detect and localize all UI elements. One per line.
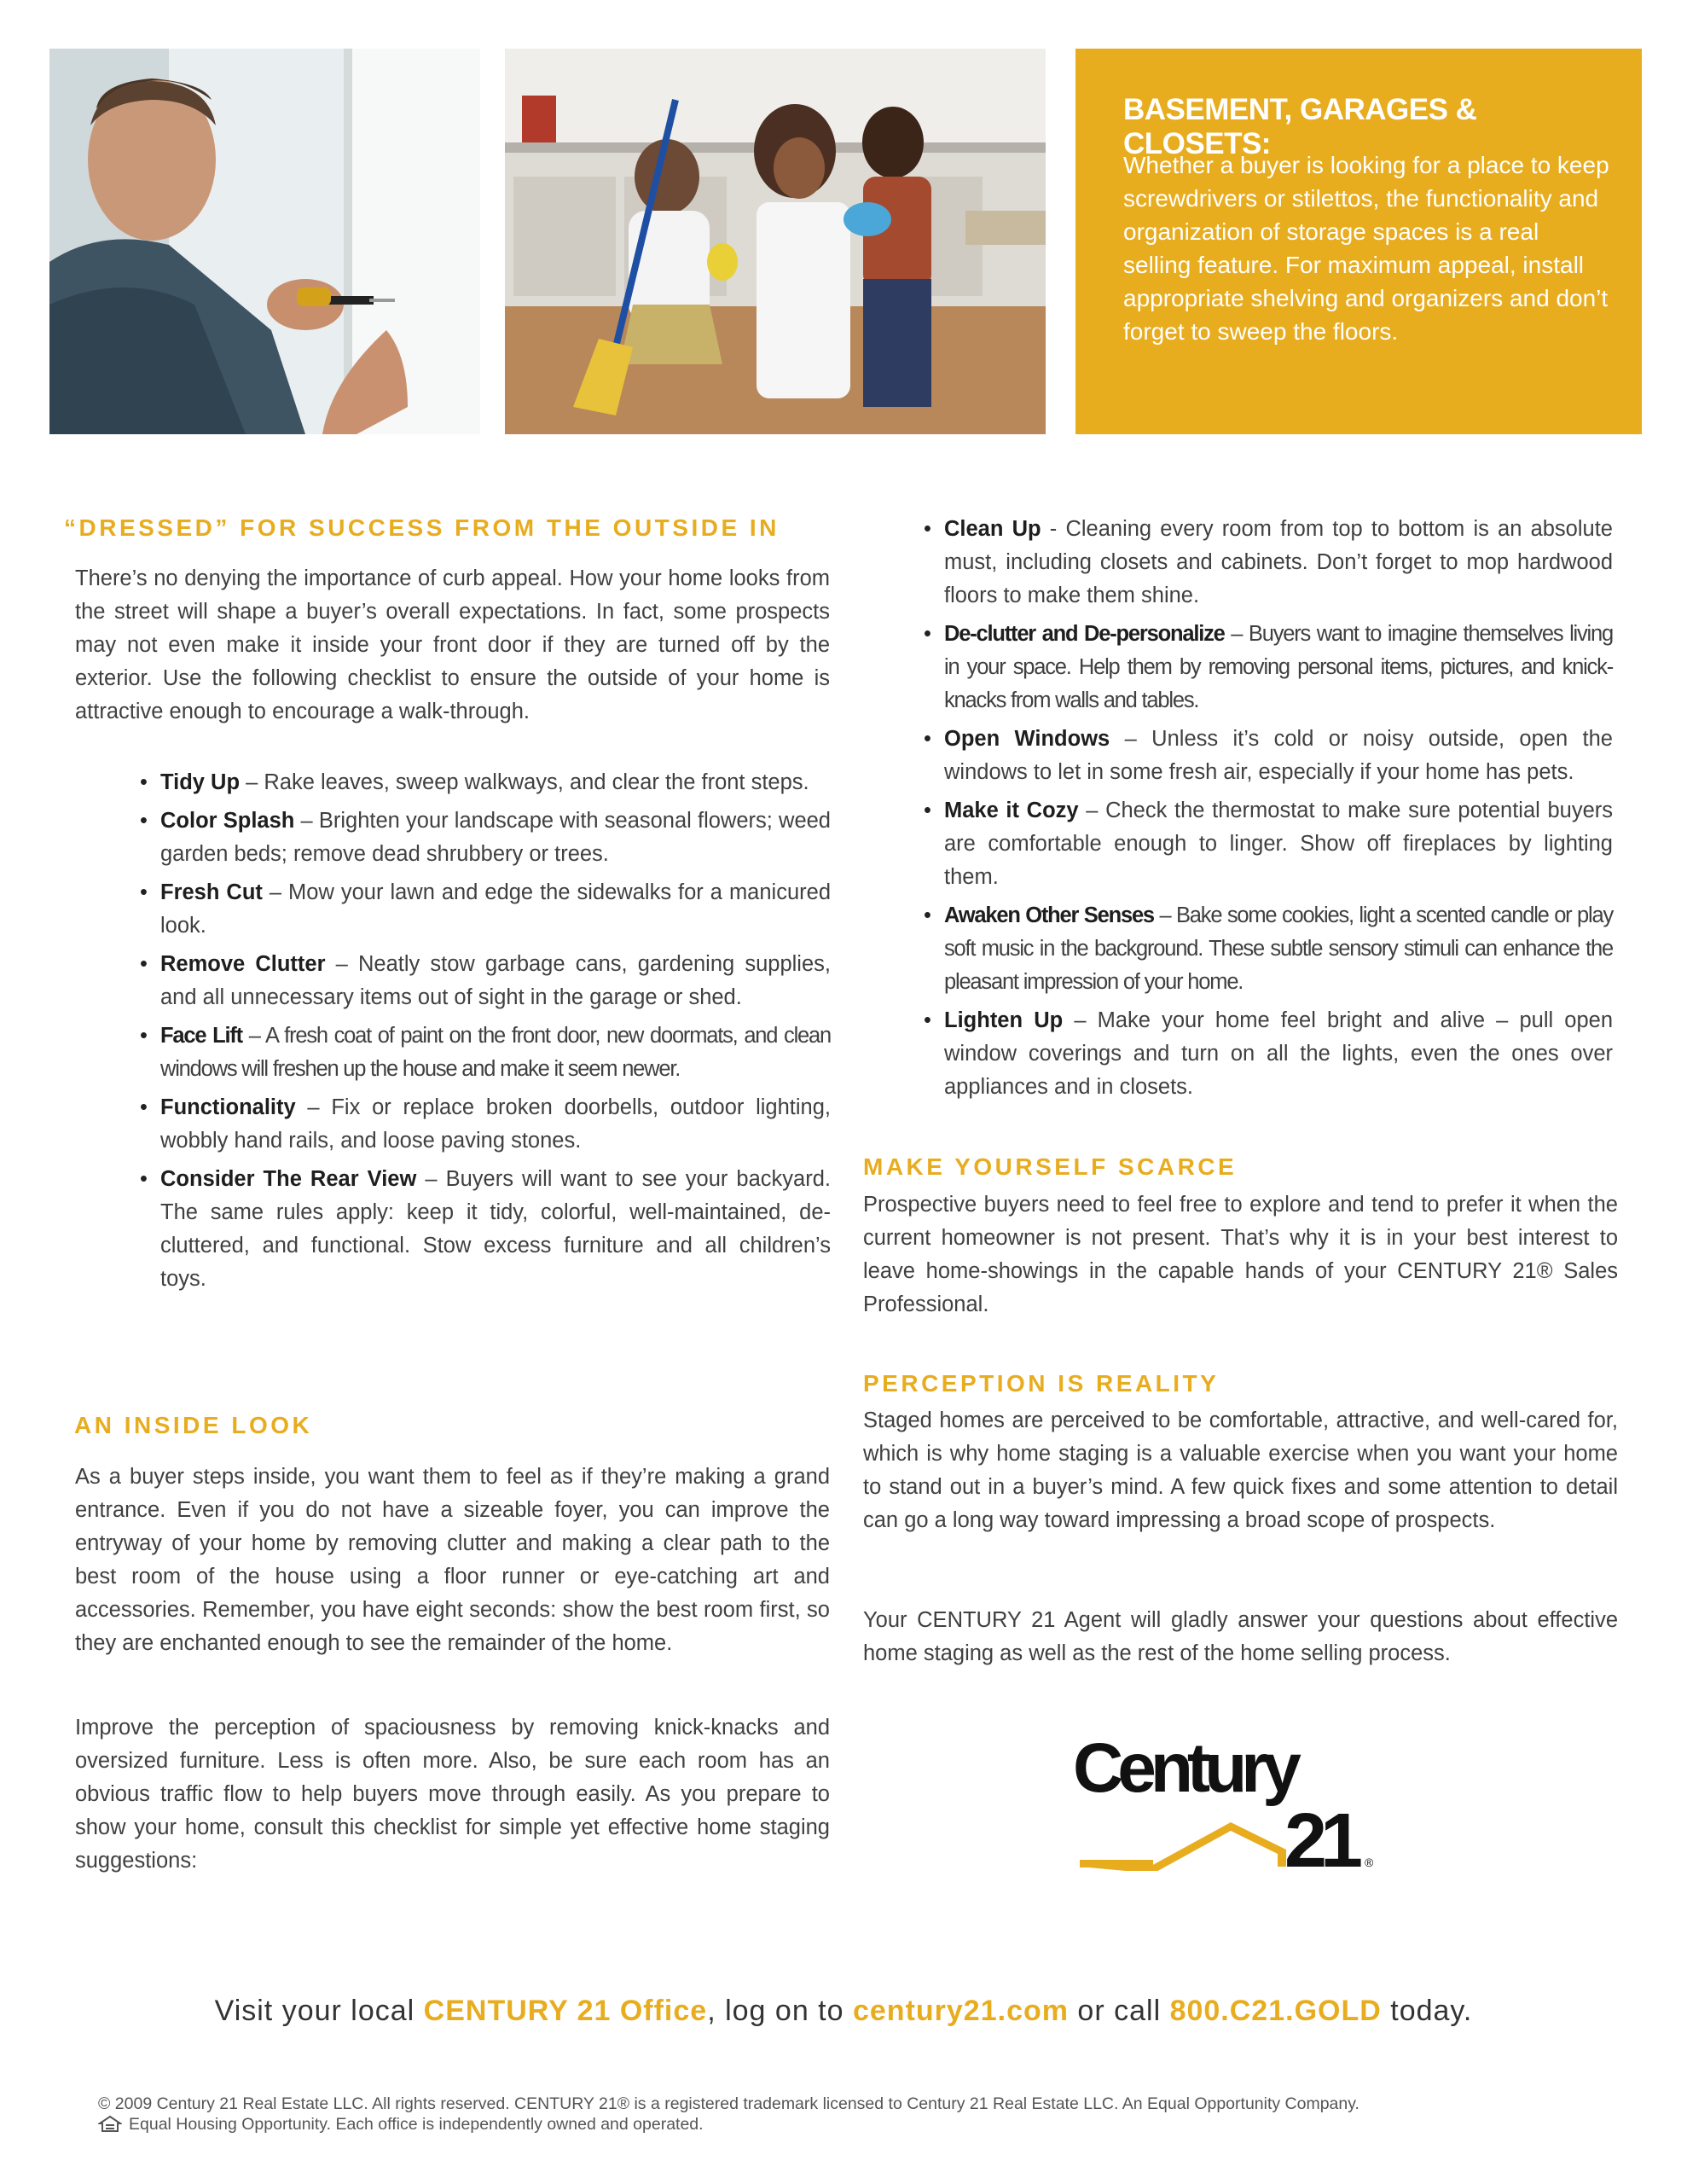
call-to-action: Visit your local CENTURY 21 Office, log on to century21.com or call 800.C21.GOLD today. <box>214 1995 1473 2027</box>
footer-copyright: © 2009 Century 21 Real Estate LLC. All rights reserved. CENTURY 21® is a registered trademark licensed to Century 21 Real Estate LLC. An Equal Opportunity Company. <box>98 2094 1359 2113</box>
storage-tip-text: Whether a buyer is looking for a place to keep screwdrivers or stilettos, the functionality and organization of storage spaces is a real selling feature. For maximum appeal, install appropriate shelving and organizers and don’t forget to sweep the floors. <box>1123 152 1609 345</box>
list-item: • Fresh Cut – Mow your lawn and edge the sidewalks for a manicured look. <box>140 880 831 938</box>
storage-tip-title: BASEMENT, GARAGES & CLOSETS: <box>1123 93 1477 160</box>
list-item: • Face Lift – A fresh coat of paint on the front door, new doormats, and clean windows will freshen up the house and make it seem newer. <box>140 1024 831 1081</box>
logo-word: Century <box>1073 1730 1296 1807</box>
list-item: • De-clutter and De-personalize – Buyers want to imagine themselves living in your space. Help them by removing personal items, pictures, and knick-knacks from walls and tables. <box>924 622 1613 712</box>
century21-logo-icon <box>1073 1730 1380 1871</box>
photo-man-screwdriver <box>49 49 480 434</box>
scarce-heading: MAKE YOURSELF SCARCE <box>863 1153 1238 1180</box>
century21-logo <box>1073 1730 1380 1871</box>
list-item: • Awaken Other Senses – Bake some cookies, light a scented candle or play soft music in the background. These subtle sensory stimuli can enhance the pleasant impression of your home. <box>924 903 1613 994</box>
inside-heading: AN INSIDE LOOK <box>74 1412 313 1438</box>
outside-heading: “DRESSED” FOR SUCCESS FROM THE OUTSIDE IN <box>64 514 780 541</box>
list-item: • Functionality – Fix or replace broken doorbells, outdoor lighting, wobbly hand rails, and loose paving stones. <box>140 1095 831 1153</box>
cta-phone: 800.C21.GOLD <box>1169 1995 1382 2027</box>
scarce-text: Prospective buyers need to feel free to explore and tend to prefer it when the current homeowner is not present. That’s why it is in your best interest to leave home-showings in the capable hands of your CENTURY 21® Sales Professional. <box>863 1193 1618 1316</box>
list-item: • Remove Clutter – Neatly stow garbage cans, gardening supplies, and all unnecessary items out of sight in the garage or shed. <box>140 952 831 1009</box>
man-with-screwdriver-photo <box>49 49 480 434</box>
footer-legal <box>98 2094 1616 2135</box>
equal-housing-icon <box>98 2115 122 2132</box>
perception-text: Staged homes are perceived to be comfortable, attractive, and well-cared for, which is why home staging is a valuable exercise when you want your home to stand out in a buyer’s mind. A few quick fixes and some attention to detail can go a long way toward impressing a broad scope of prospects. <box>863 1409 1618 1532</box>
list-item: • Consider The Rear View – Buyers will want to see your backyard. The same rules apply: keep it tidy, colorful, well-maintained, de-cluttered, and functional. Stow excess furniture and all children’s toys. <box>140 1167 831 1291</box>
photo-family-cleaning <box>505 49 1046 434</box>
logo-number: 21 <box>1284 1798 1357 1871</box>
inside-paragraph-2: Improve the perception of spaciousness by removing knick-knacks and oversized furniture. Less is often more. Also, be sure each room has an obvious traffic flow to help buyers move through easily. As you prepare to show your home, consult this checklist for simple yet effective home staging suggestions: <box>75 1716 830 1873</box>
perception-heading: PERCEPTION IS REALITY <box>863 1370 1220 1397</box>
outside-checklist <box>140 766 831 1301</box>
footer-equal-housing: Equal Housing Opportunity. Each office is independently owned and operated. <box>98 2114 1616 2135</box>
inside-checklist <box>924 513 1613 1109</box>
inside-paragraph-1: As a buyer steps inside, you want them to feel as if they’re making a grand entrance. Even if you do not have a sizeable foyer, you can improve the entryway of your home by removing clutter and making a clear path to the best room of the house using a floor runner or eye-catching art and accessories. Remember, you have eight seconds: show the best room first, so they are enchanted enough to see the remainder of the home. <box>75 1465 830 1655</box>
list-item: • Clean Up - Cleaning every room from top to bottom is an absolute must, including closets and cabinets. Don’t forget to mop hardwood floors to make them shine. <box>924 517 1613 607</box>
cta-website-link[interactable]: century21.com <box>852 1995 1069 2027</box>
list-item: • Lighten Up – Make your home feel bright and alive – pull open window coverings and turn on all the lights, even the ones over appliances and in closets. <box>924 1008 1614 1099</box>
family-cleaning-photo <box>505 49 1046 434</box>
list-item: • Color Splash – Brighten your landscape with seasonal flowers; weed garden beds; remove dead shrubbery or trees. <box>140 809 831 866</box>
outside-intro: There’s no denying the importance of curb appeal. How your home looks from the street will shape a buyer’s overall expectations. In fact, some prospects may not even make it inside your front door if they are turned off by the exterior. Use the following checklist to ensure the outside of your home is attractive enough to encourage a walk-through. <box>75 566 830 723</box>
list-item: • Open Windows – Unless it’s cold or noisy outside, open the windows to let in some fresh air, especially if your home has pets. <box>924 727 1613 784</box>
cta-office: CENTURY 21 Office <box>423 1995 708 2027</box>
list-item: • Make it Cozy – Check the thermostat to make sure potential buyers are comfortable enough to linger. Show off fireplaces by lighting them. <box>924 799 1613 889</box>
storage-tip-box <box>1075 49 1642 434</box>
list-item: • Tidy Up – Rake leaves, sweep walkways, and clear the front steps. <box>140 770 809 794</box>
logo-registered-mark: ® <box>1365 1856 1374 1869</box>
closing-text: Your CENTURY 21 Agent will gladly answer your questions about effective home staging as well as the rest of the home selling process. <box>863 1608 1618 1665</box>
